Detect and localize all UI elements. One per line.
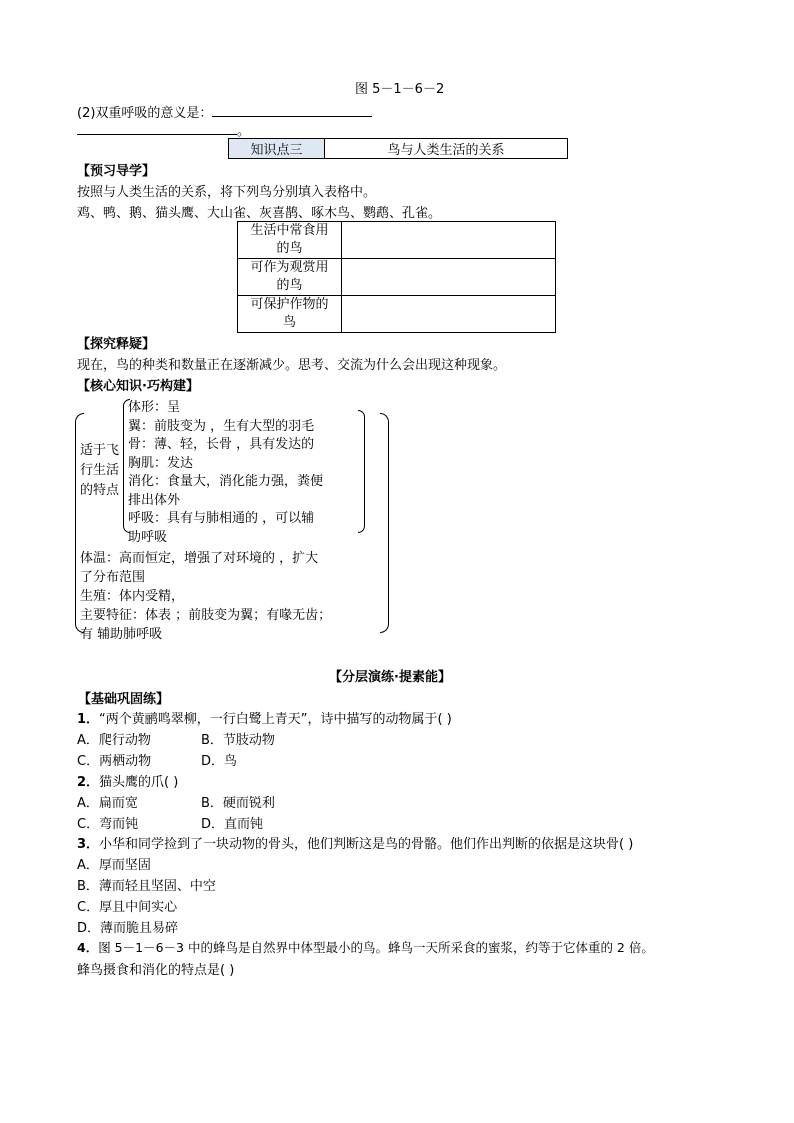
option-d[interactable]: D．薄而脆且易碎 (77, 921, 179, 936)
answer-blank (77, 122, 237, 135)
question-2: 2．猫头鹰的爪( ) (77, 775, 179, 790)
table-row (238, 296, 556, 333)
answer-blank (212, 104, 372, 117)
answer-cell[interactable] (342, 296, 556, 333)
row-label: 生活中常食用 的鸟 (238, 222, 342, 259)
table-row (238, 222, 556, 259)
bird-list: 鸡、鸭、鹅、猫头鹰、大山雀、灰喜鹊、啄木鸟、鹦鹉、孔雀。 (77, 206, 442, 221)
answer-cell[interactable] (342, 259, 556, 296)
feature-line: 消化：食量大，消化能力强，粪便 (128, 474, 324, 489)
option-a[interactable]: A．扁而宽 (77, 796, 138, 811)
explore-heading: 【探究释疑】 (77, 337, 156, 352)
preview-heading: 【预习导学】 (77, 164, 156, 179)
inner-brace-right (358, 410, 365, 533)
option-c[interactable]: C．弯而钝 (77, 817, 139, 832)
question-3: 3．小华和同学捡到了一块动物的骨头，他们判断这是鸟的骨骼。他们作出判断的依据是这块骨( ) (77, 837, 634, 852)
preview-instruction: 按照与人类生活的关系，将下列鸟分别填入表格中。 (77, 185, 377, 200)
row-label: 可作为观赏用 的鸟 (238, 259, 342, 296)
outer-brace-right (380, 413, 389, 633)
table-row (238, 259, 556, 296)
explore-text: 现在，鸟的种类和数量正在逐渐减少。思考、交流为什么会出现这种现象。 (77, 358, 507, 373)
option-a[interactable]: A．爬行动物 (77, 733, 151, 748)
other-features (80, 549, 331, 644)
option-d[interactable]: D．直而钝 (201, 817, 264, 832)
option-a[interactable]: A．厚而坚固 (77, 858, 151, 873)
question-2-continuation (77, 120, 250, 139)
practice-heading: 【分层演练·提素能】 (329, 670, 451, 685)
feature-line: 体形：呈 (128, 400, 181, 415)
option-b[interactable]: B．硬而锐利 (201, 796, 275, 811)
answer-cell[interactable] (342, 222, 556, 259)
feature-line: 翼：前肢变为 ，生有大型的羽毛 (128, 418, 315, 434)
question-4-continuation: 蜂鸟摄食和消化的特点是( ) (77, 963, 235, 978)
question-2-text: (2)双重呼吸的意义是： (77, 106, 213, 121)
feature-line: 了分布范围 (80, 570, 146, 585)
feature-line: 排出体外 (128, 492, 181, 508)
feature-line: 胸肌：发达 (128, 455, 194, 471)
question-2-end: 。 (237, 124, 251, 139)
option-c[interactable]: C．两栖动物 (77, 754, 152, 769)
feature-line: 主要特征：体表 ；前肢变为翼；有喙无齿； (80, 608, 332, 623)
feature-line: 体温：高而恒定，增强了对环境的 ，扩大 (80, 551, 319, 566)
knowledge-point-label: 知识点三 (229, 139, 325, 159)
feature-line: 生殖：体内受精， (80, 589, 185, 604)
question-1: 1．“两个黄鹂鸣翠柳，一行白鹭上青天”，诗中描写的动物属于( ) (77, 712, 452, 727)
option-b[interactable]: B．节肢动物 (201, 733, 275, 748)
flight-features (128, 399, 323, 547)
basic-heading: 【基础巩固练】 (78, 692, 170, 707)
figure-caption: 图 5－1－6－2 (355, 82, 445, 97)
branch-label: 适于飞 行生活 的特点 (80, 443, 120, 498)
option-c[interactable]: C．厚且中间实心 (77, 900, 178, 915)
question-2-prefix (77, 102, 372, 121)
question-4: 4．图 5－1－6－3 中的蜂鸟是自然界中体型最小的鸟。蜂鸟一天所采食的蜜浆，约等于它体重的 2 倍。 (77, 940, 654, 955)
row-label: 可保护作物的 鸟 (238, 296, 342, 333)
bird-classification-table (237, 221, 556, 333)
knowledge-point-title: 鸟与人类生活的关系 (325, 139, 568, 159)
core-heading: 【核心知识·巧构建】 (77, 379, 199, 394)
feature-line: 助呼吸 (128, 529, 168, 545)
feature-line: 有 辅助肺呼吸 (80, 627, 163, 642)
feature-line: 骨：薄、轻，长骨 ，具有发达的 (128, 437, 315, 452)
feature-line: 呼吸：具有与肺相通的 ，可以辅 (128, 511, 315, 526)
option-b[interactable]: B．薄而轻且坚固、中空 (77, 879, 216, 894)
option-d[interactable]: D．鸟 (201, 754, 238, 769)
knowledge-point-table (228, 138, 568, 159)
